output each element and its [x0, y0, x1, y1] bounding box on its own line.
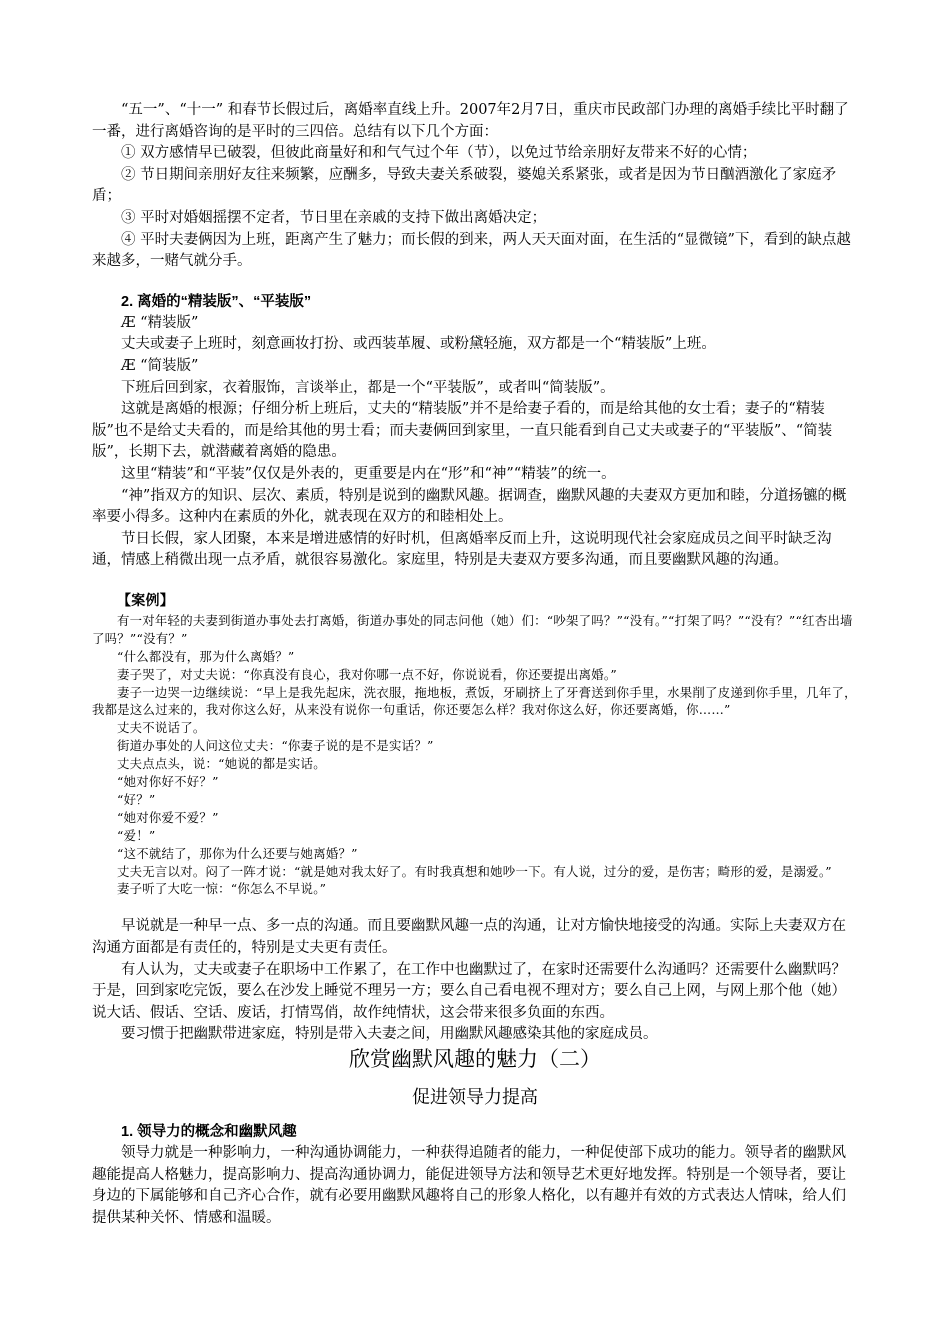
- case-line: “这不就结了，那你为什么还要与她离婚？”: [117, 845, 358, 861]
- section-heading-1: 1. 领导力的概念和幽默风趣: [121, 1123, 297, 1140]
- spacer: [92, 1109, 858, 1121]
- intro-paragraph: “五一”、“十一” 和春节长假过后，离婚率直线上升。2007年2月7日，重庆市民政部门办理的离婚手续比平时翻了一番，进行离婚咨询的是平时的三四倍。总结有以下几个方面：: [92, 102, 849, 140]
- bullet-item: Æ “简装版”: [121, 357, 199, 374]
- body-paragraph: 下班后回到家，衣着服饰，言谈举止，都是一个“平装版”，或者叫“简装版”。: [121, 379, 615, 396]
- section-heading-2: 2. 离婚的“精装版”、“平装版”: [121, 293, 312, 310]
- spacer: [92, 898, 858, 916]
- case-line: 丈夫点点头，说：“她说的都是实话。: [117, 756, 326, 772]
- body-paragraph: 早说就是一种早一点、多一点的沟通。而且要幽默风趣一点的沟通，让对方愉快地接受的沟通。实际上夫妻双方在沟通方面都是有责任的，特别是丈夫更有责任。: [92, 918, 846, 956]
- intro-list-item: ① 双方感情早已破裂，但彼此商量好和和气气过个年（节），以免过节给亲朋好友带来不好的心情；: [121, 145, 757, 162]
- chapter-title: 欣赏幽默风趣的魅力（二）: [349, 1047, 601, 1071]
- case-line: “什么都没有，那为什么离婚？”: [117, 648, 295, 664]
- body-paragraph: “神”指双方的知识、层次、素质，特别是说到的幽默风趣。据调查，幽默风趣的夫妻双方更加和睦，分道扬镳的概率要小得多。这种内在素质的外化，就表现在双方的和睦相处上。: [92, 487, 847, 526]
- case-line: 有一对年轻的夫妻到街道办事处去打离婚，街道办事处的同志问他（她）们：“吵架了吗？”“没有。”“打架了吗？”“没有？”“红杏出墙了吗？”“没有？”: [92, 612, 853, 646]
- case-line: “爱！”: [117, 827, 156, 843]
- intro-list-item: ④ 平时夫妻俩因为上班，距离产生了魅力；而长假的到来，两人天天面对面，在生活的“显微镜”下，看到的缺点越来越多，一赌气就分手。: [92, 231, 851, 270]
- case-line: 妻子一边哭一边继续说：“早上是我先起床，洗衣服，拖地板，煮饭，牙刷挤上了牙膏送到你手里，水果削了皮递到你手里，几年了，我都是这么过来的，我对你这么好，从来没有说你一句重话，你还要怎么样？我对你这么好，你还要离婚，你……”: [92, 684, 857, 718]
- intro-list-item: ③ 平时对婚姻摇摆不定者，节日里在亲戚的支持下做出离婚决定；: [121, 209, 547, 226]
- spacer: [92, 572, 858, 590]
- body-paragraph: 丈夫或妻子上班时，刻意画妆打扮、或西装革履、或粉黛轻施，双方都是一个“精装版”上班。: [121, 336, 716, 353]
- body-paragraph: 这就是离婚的根源；仔细分析上班后，丈夫的“精装版”并不是给妻子看的，而是给其他的女士看；妻子的“精装版”也不是给丈夫看的，而是给其他的男士看；而夫妻俩回到家里，一直只能看到自己丈夫或妻子的“平装版”、“简装版”，长期下去，就潜藏着离婚的隐患。: [92, 401, 833, 461]
- spacer: [92, 273, 858, 291]
- body-paragraph: 节日长假，家人团聚，本来是增进感情的好时机，但离婚率反而上升，这说明现代社会家庭成员之间平时缺乏沟通，情感上稍微出现一点矛盾，就很容易激化。家庭里，特别是夫妻双方要多沟通，而且要幽默风趣的沟通。: [92, 530, 832, 569]
- case-line: 街道办事处的人问这位丈夫：“你妻子说的是不是实话？”: [117, 738, 434, 754]
- case-line: “好？”: [117, 791, 156, 807]
- case-line: 丈夫无言以对。闷了一阵才说：“就是她对我太好了。有时我真想和她吵一下。有人说，过分的爱，是伤害；畸形的爱，是溺爱。”: [117, 863, 832, 879]
- case-heading: 【案例】: [117, 592, 174, 609]
- chapter-subtitle: 促进领导力提高: [412, 1086, 538, 1107]
- bullet-item: Æ “精装版”: [121, 314, 199, 331]
- body-paragraph: 这里“精装”和“平装”仅仅是外表的，更重要是内在“形”和“神”“精装”的统一。: [121, 465, 616, 482]
- body-paragraph: 领导力就是一种影响力，一种沟通协调能力，一种获得追随者的能力，一种促使部下成功的能力。领导者的幽默风趣能提高人格魅力，提高影响力、提高沟通协调力，能促进领导方法和领导艺术更好地发挥。特别是一个领导者，要让身边的下属能够和自己齐心合作，就有必要用幽默风趣将自己的形象人格化，以有趣并有效的方式表达人情味，给人们提供某种关怀、情感和温暖。: [92, 1144, 846, 1226]
- body-paragraph: 有人认为，丈夫或妻子在职场中工作累了，在工作中也幽默过了，在家时还需要什么沟通吗？还需要什么幽默吗？于是，回到家吃完饭，要么在沙发上睡觉不理另一方；要么自己看电视不理对方；要么自己上网，与网上那个他（她）说大话、假话、空话、废话，打情骂俏，故作纯情状，这会带来很多负面的东西。: [92, 961, 846, 1021]
- spacer: [92, 1073, 858, 1085]
- case-line: 妻子哭了，对丈夫说：“你真没有良心，我对你哪一点不好，你说说看，你还要提出离婚。”: [117, 666, 617, 682]
- case-line: 妻子听了大吃一惊：“你怎么不早说。”: [117, 881, 327, 897]
- body-paragraph: 要习惯于把幽默带进家庭，特别是带入夫妻之间，用幽默风趣感染其他的家庭成员。: [121, 1026, 658, 1043]
- case-line: “她对你好不好？”: [117, 774, 219, 790]
- intro-list-item: ② 节日期间亲朋好友往来频繁，应酬多，导致夫妻关系破裂，婆媳关系紧张，或者是因为节日酗酒激化了家庭矛盾；: [92, 166, 837, 205]
- case-line: 丈夫不说话了。: [117, 720, 206, 736]
- case-line: “她对你爱不爱？”: [117, 809, 219, 825]
